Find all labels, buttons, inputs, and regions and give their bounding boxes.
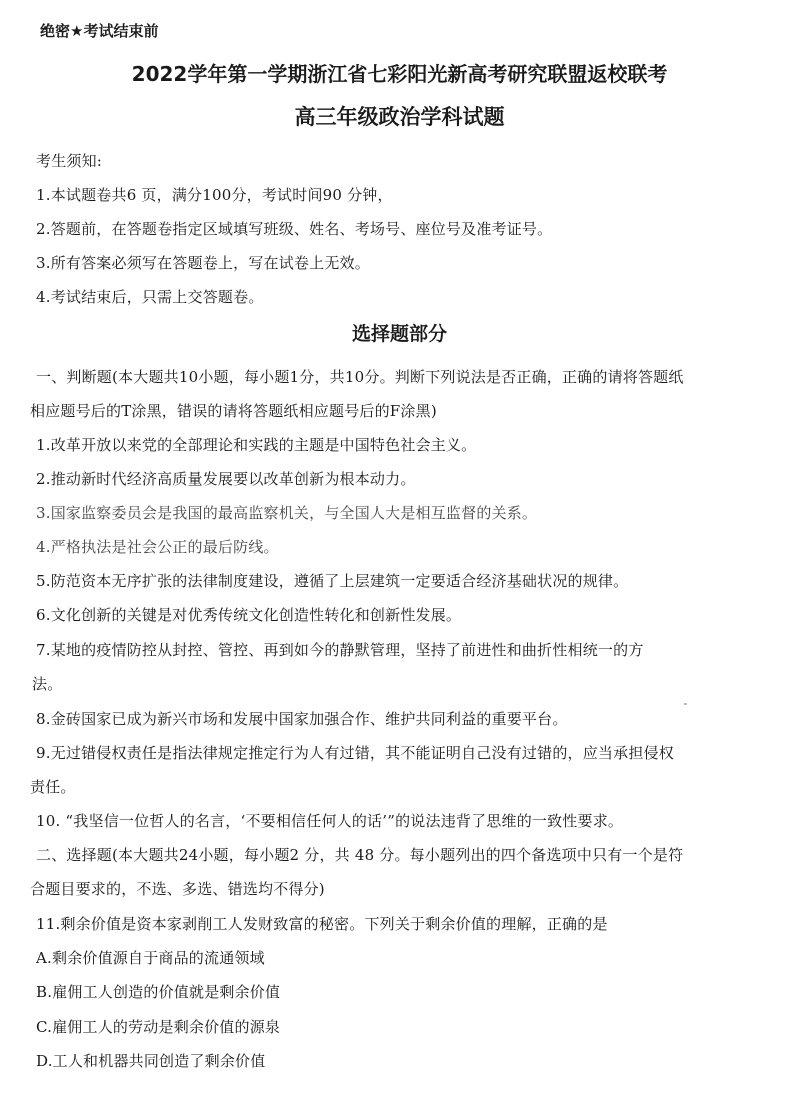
question-11-option-a: A.剩余价值源自于商品的流通领域 [36,949,265,967]
scan-speck [684,703,687,705]
question-5: 5.防范资本无序扩张的法律制度建设，遵循了上层建筑一定要适合经济基础状况的规律。 [36,572,629,590]
confidential-label: 绝密★考试结束前 [40,22,159,40]
question-11-stem: 11.剩余价值是资本家剥削工人发财致富的秘密。下列关于剩余价值的理解，正确的是 [36,915,608,933]
question-11-option-c: C.雇佣工人的劳动是剩余价值的源泉 [36,1018,281,1036]
notes-item: 1.本试题卷共6 页，满分100分，考试时间90 分钟， [36,186,393,204]
question-2: 2.推动新时代经济高质量发展要以改革创新为根本动力。 [36,470,416,488]
notes-heading: 考生须知: [36,152,103,170]
question-9-cont: 责任。 [30,778,76,796]
part2-intro: 二、选择题(本大题共24小题，每小题2 分，共 48 分。每小题列出的四个备选项中只有一个是符 [36,846,684,864]
exam-title: 2022学年第一学期浙江省七彩阳光新高考研究联盟返校联考 [131,62,668,86]
notes-item: 3.所有答案必须写在答题卷上，写在试卷上无效。 [36,254,370,272]
part1-intro-cont: 相应题号后的T涂黑，错误的请将答题纸相应题号后的F涂黑) [30,402,437,420]
question-11-option-b: B.雇佣工人创造的价值就是剩余价值 [36,983,281,1001]
notes-item: 2.答题前，在答题卷指定区域填写班级、姓名、考场号、座位号及准考证号。 [36,220,553,238]
part2-intro-cont: 合题目要求的，不选、多选、错选均不得分) [30,880,325,898]
notes-item: 4.考试结束后，只需上交答题卷。 [36,288,264,306]
question-9: 9.无过错侵权责任是指法律规定推定行为人有过错，其不能证明自己没有过错的，应当承担侵权 [36,744,674,762]
part1-intro: 一、判断题(本大题共10小题，每小题1分，共10分。判断下列说法是否正确，正确的请将答题纸 [36,368,684,386]
section-title: 选择题部分 [351,323,447,345]
question-3: 3.国家监察委员会是我国的最高监察机关，与全国人大是相互监督的关系。 [36,504,538,522]
question-11-option-d: D.工人和机器共同创造了剩余价值 [36,1052,266,1070]
question-1: 1.改革开放以来党的全部理论和实践的主题是中国特色社会主义。 [36,436,477,454]
question-4: 4.严格执法是社会公正的最后防线。 [36,538,279,556]
question-6: 6.文化创新的关键是对优秀传统文化创造性转化和创新性发展。 [36,606,462,624]
question-10: 10. “我坚信一位哲人的名言，‘不要相信任何人的话’”的说法违背了思维的一致性要求。 [36,812,624,830]
question-8: 8.金砖国家已成为新兴市场和发展中国家加强合作、维护共同利益的重要平台。 [36,710,568,728]
question-7-cont: 法。 [32,675,63,693]
question-7: 7.某地的疫情防控从封控、管控、再到如今的静默管理，坚持了前进性和曲折性相统一的方 [36,641,644,659]
exam-subtitle: 高三年级政治学科试题 [294,105,505,129]
